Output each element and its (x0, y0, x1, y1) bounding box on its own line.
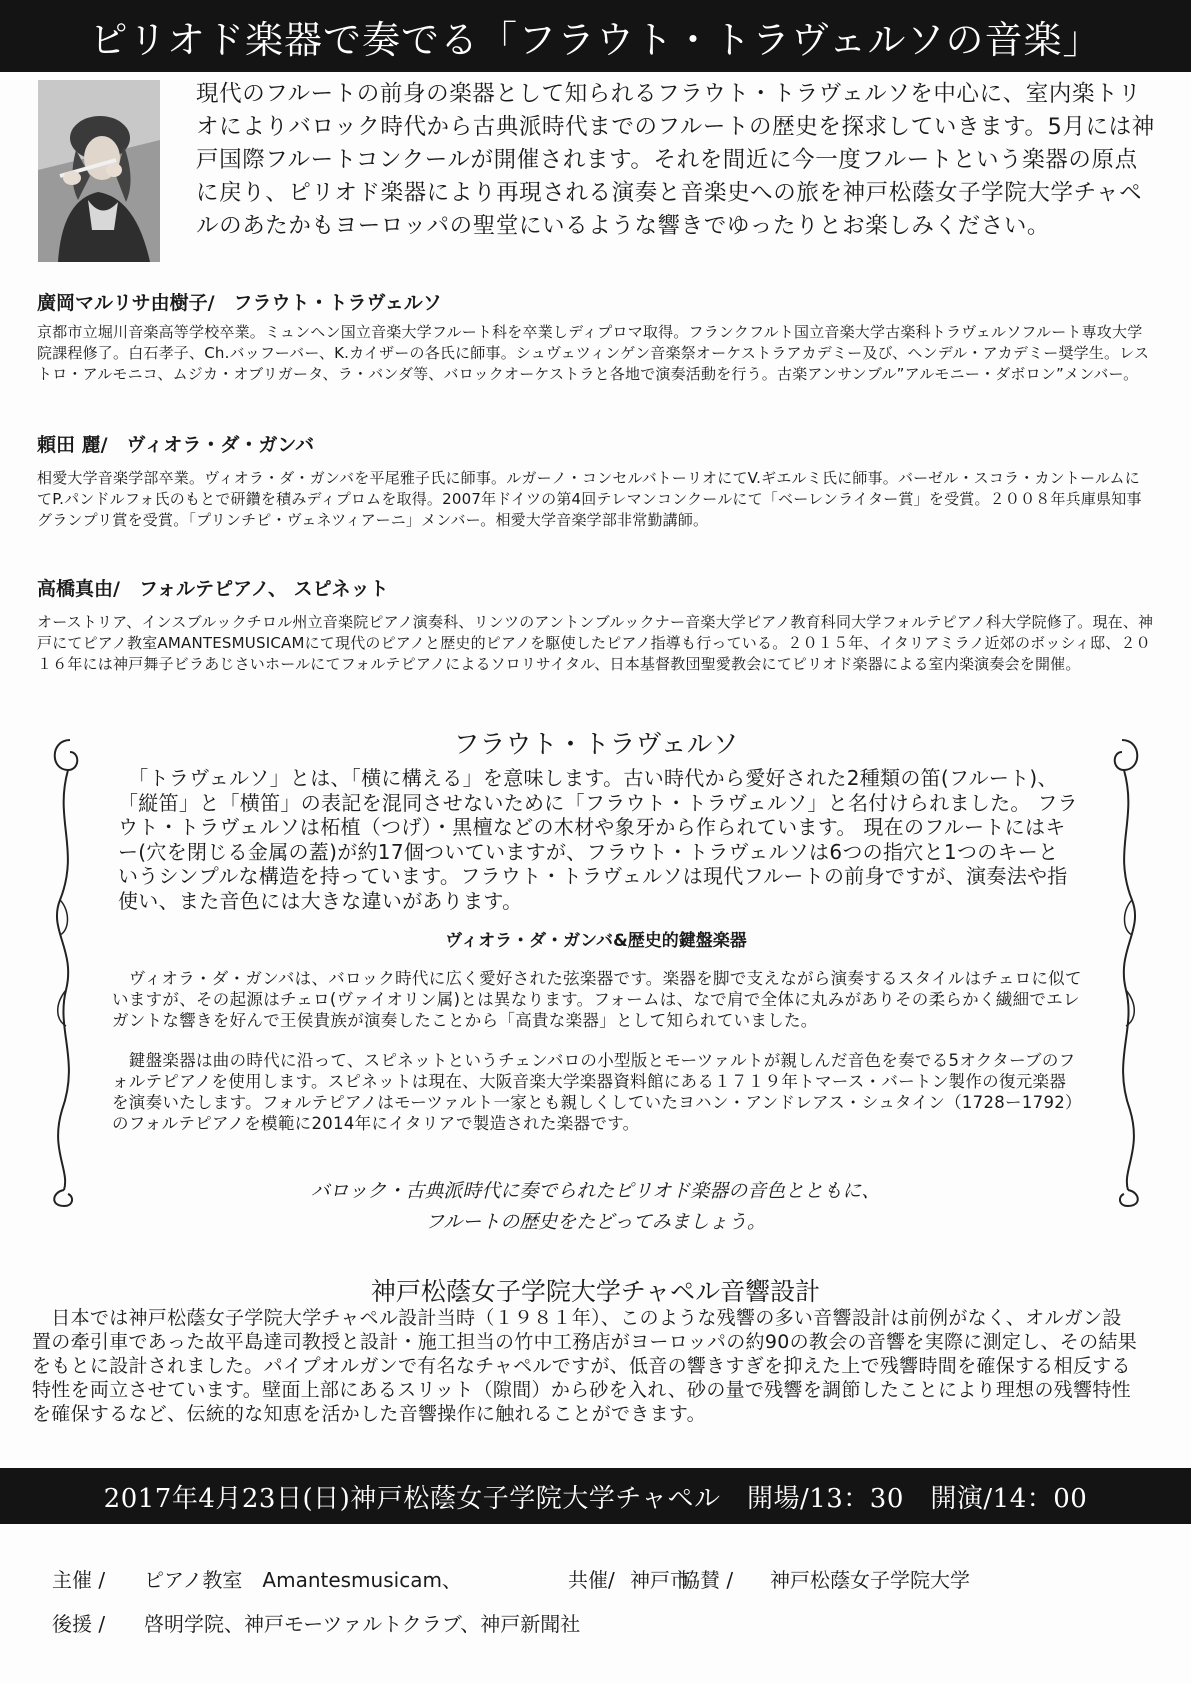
traverso-text: 「トラヴェルソ」とは、「横に構える」を意味します。古い時代から愛好された2種類の笛(フルート)、「縦笛」と「横笛」の表記を混同させないために「フラウト・トラヴェルソ」と名付けられました。 フラウト・トラヴェルソは柘植（つげ）・黒檀などの木材や象牙から作られています。 現在のフルートにはキー(穴を閉じる金属の蓋)が約17個ついていますが、フラウト・トラヴェルソは6つの指穴と1つのキーというシンプルな構造を持っています。フラウト・トラヴェルソは現代フルートの前身ですが、演奏法や指使い、また音色には大きな違いがあります。 (118, 766, 1078, 913)
organizer-label: 主催 / (52, 1568, 106, 1592)
performer-bio-gamba: 相愛大学音楽学部卒業。ヴィオラ・ダ・ガンバを平尾雅子氏に師事。ルガーノ・コンセルバトーリオにてV.ギエルミ氏に師事。バーゼル・スコラ・カントールムにてP.パンドルフォ氏のもとで研鑽を積みディプロムを取得。2007年ドイツの第4回テレマンコンクールにて「ベーレンライター賞」を受賞。２００８年兵庫県知事グランプリ賞を受賞。「プリンチピ・ヴェネツィアーニ」メンバー。相愛大学音楽学部非常勤講師。 (37, 469, 1142, 529)
closing-message (0, 1176, 1191, 1238)
gamba-title: ヴィオラ・ダ・ガンバ&歴史的鍵盤楽器 (445, 931, 747, 951)
traverso-title: フラウト・トラヴェルソ (453, 730, 739, 760)
sponsor: 神戸松蔭女子学院大学 (770, 1568, 970, 1592)
event-info-bar (0, 1468, 1191, 1524)
closing-line-2: フルートの歴史をたどってみましょう。 (425, 1211, 766, 1233)
instrument-description-section (40, 720, 1152, 1220)
performer-name-fortepiano: 高橋真由/ フォルテピアノ、 スピネット (37, 578, 389, 600)
gamba-text: ヴィオラ・ダ・ガンバは、バロック時代に広く愛好された弦楽器です。楽器を脚で支えながら演奏するスタイルはチェロに似ていますが、その起源はチェロ(ヴァイオリン属)とは異なります。フォームは、なで肩で全体に丸みがありその柔らかく繊細でエレガントな響きを好んで王侯貴族が演奏したことから「高貴な楽器」として知られていました。 (112, 969, 1082, 1030)
header-bar (0, 0, 1191, 72)
performer-name-flute: 廣岡マルリサ由樹子/ フラウト・トラヴェルソ (37, 292, 442, 314)
support: 啓明学院、神戸モーツァルトクラブ、神戸新聞社 (144, 1612, 581, 1636)
right-scroll-ornament (1104, 730, 1152, 1210)
intro-text: 現代のフルートの前身の楽器として知られるフラウト・トラヴェルソを中心に、室内楽トリオによりバロック時代から古典派時代までのフルートの歴史を探求していきます。5月には神戸国際フルートコンクールが開催されます。それを間近に今一度フルートという楽器の原点に戻り、ピリオド楽器により再現される演奏と音楽史への旅を神戸松蔭女子学院大学チャペルのあたかもヨーロッパの聖堂にいるような響きでゆったりとお楽しみください。 (196, 81, 1155, 239)
chapel-text: 日本では神戸松蔭女子学院大学チャペル設計当時（１９８１年）、このような残響の多い音響設計は前例がなく、オルガン設置の牽引車であった故平島達司教授と設計・施工担当の竹中工務店がヨーロッパの約90の教会の音響を実際に測定し、その結果をもとに設計されました。パイプオルガンで有名なチャペルですが、低音の響きすぎを抑えた上で残響時間を確保する相反する特性を両立させています。壁面上部にあるスリット（隙間）から砂を入れ、砂の量で残響を調節したことにより理想の残響特性を確保するなど、伝統的な知恵を活かした音響操作に触れることができます。 (32, 1307, 1138, 1425)
chapel-title: 神戸松蔭女子学院大学チャペル音響設計 (370, 1277, 821, 1306)
cohost-label: 共催/ (568, 1568, 615, 1592)
event-info: 2017年4月23日(日)神戸松蔭女子学院大学チャペル 開場/13：30 開演/14：00 (103, 1483, 1088, 1514)
left-scroll-ornament (40, 730, 88, 1210)
page-title: ピリオド楽器で奏でる「フラウト・トラヴェルソの音楽」 (89, 17, 1102, 62)
performer-bio-flute: 京都市立堀川音楽高等学校卒業。ミュンヘン国立音楽大学フルート科を卒業しディプロマ取得。フランクフルト国立音楽大学古楽科トラヴェルソフルート専攻大学院課程修了。白石孝子、Ch.バッフーバー、K.カイザーの各氏に師事。シュヴェツィンゲン音楽祭オーケストラアカデミー及び、ヘンデル・アカデミー奨学生。レストロ・アルモニコ、ムジカ・オブリガータ、ラ・バンダ等、バロックオーケストラと各地で演奏活動を行う。古楽アンサンブル”アルモニー・ダボロン”メンバー。 (37, 323, 1150, 383)
closing-line-1: バロック・古典派時代に奏でられたピリオド楽器の音色とともに、 (310, 1180, 881, 1202)
sponsor-label: 協賛 / (680, 1568, 734, 1592)
performer-name-gamba: 頼田 麗/ ヴィオラ・ダ・ガンバ (37, 434, 315, 456)
cohost: 神戸市 (630, 1568, 690, 1592)
performer-bio-fortepiano: オーストリア、インスブルックチロル州立音楽院ピアノ演奏科、リンツのアントンブルックナー音楽大学ピアノ教育科同大学フォルテピアノ科大学院修了。現在、神戸にてピアノ教室AMANTESMUSICAMにて現代のピアノと歴史的ピアノを駆使したピアノ指導も行っている。２０１５年、イタリアミラノ近郊のボッシィ邸、２０１６年には神戸舞子ビラあじさいホールにてフォルテピアノによるソロリサイタル、日本基督教団聖愛教会にてピリオド楽器による室内楽演奏会を開催。 (37, 613, 1154, 673)
organizer: ピアノ教室 Amantesmusicam、 (144, 1568, 462, 1592)
keyboard-text: 鍵盤楽器は曲の時代に沿って、スピネットというチェンバロの小型版とモーツァルトが親しんだ音色を奏でる5オクターブのフォルテピアノを使用します。スピネットは現在、大阪音楽大学楽器資料館にある１７１９年トマース・バートン製作の復元楽器を演奏いたします。フォルテピアノはモーツァルト一家とも親しくしていたヨハン・アンドレアス・シュタイン（1728ー1792）のフォルテピアノを模範に2014年にイタリアで製造された楽器です。 (112, 1051, 1082, 1133)
support-label: 後援 / (52, 1612, 106, 1636)
flutist-portrait-image (38, 80, 160, 262)
